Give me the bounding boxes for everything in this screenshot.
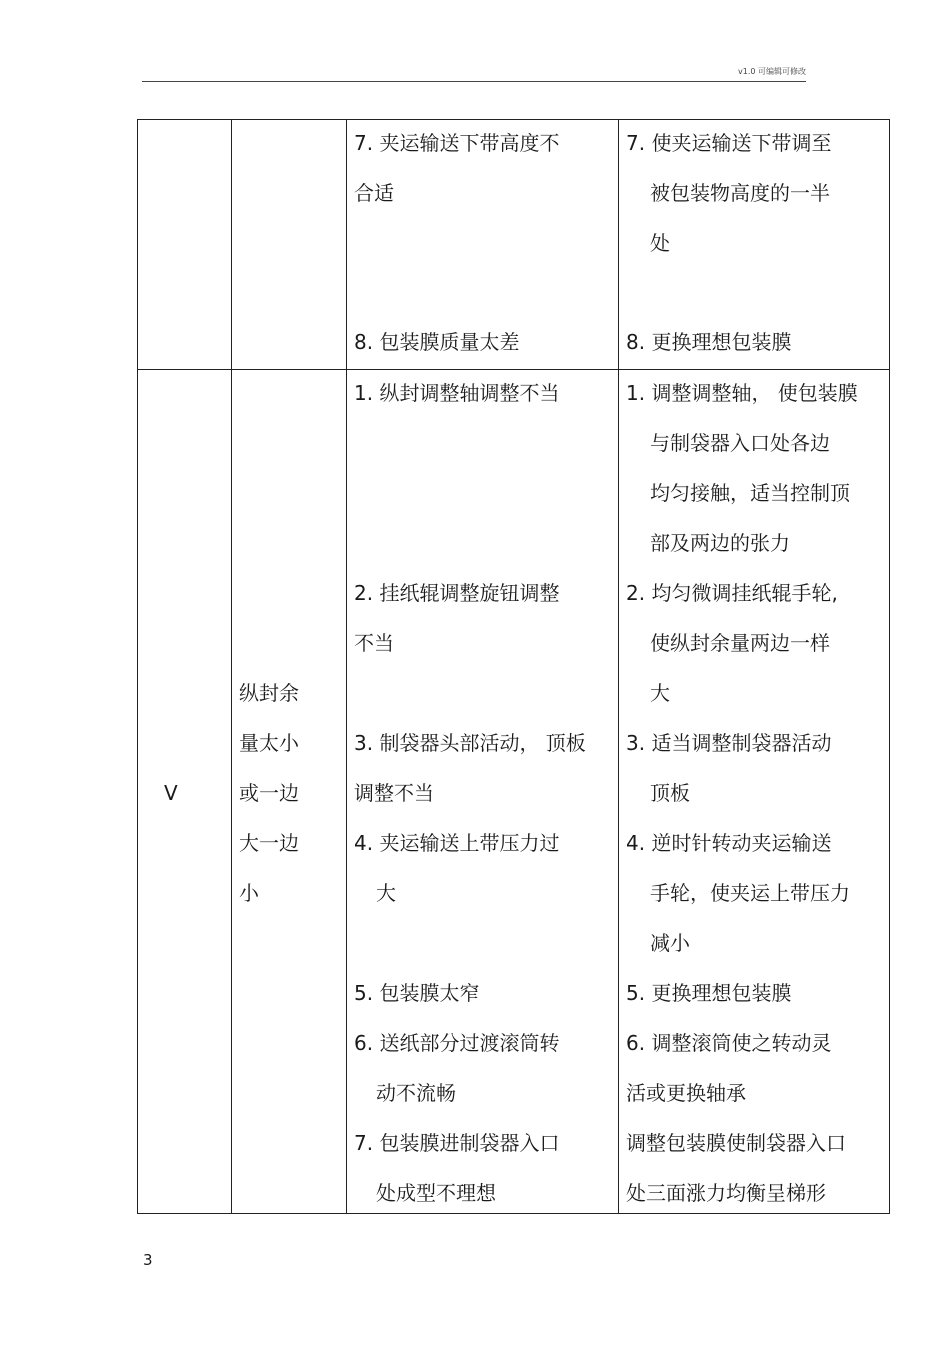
fix-5: 5. 更换理想包装膜 [626,981,792,1005]
version-label: v1.0 可编辑可修改 [738,67,806,76]
fix-6-line: 活或更换轴承 [626,1081,746,1105]
fix-1-line: 均匀接触，适当控制顶 [650,481,850,505]
fault-line: 纵封余 [239,681,299,705]
cause-7-line: 7. 包装膜进制袋器入口 [354,1131,560,1155]
header-rule [142,81,806,82]
fix-4-line: 减小 [650,931,690,955]
cause-7-line1: 7. 夹运输送下带高度不 [354,131,560,155]
cause-5: 5. 包装膜太窄 [354,981,480,1005]
fault-line: 大一边 [239,831,299,855]
fix-1-line: 1. 调整调整轴， 使包装膜 [626,381,858,405]
cause-4-line: 大 [376,881,396,905]
cause-6-line: 6. 送纸部分过渡滚筒转 [354,1031,560,1055]
column-divider [231,369,232,1213]
fix-2-line: 大 [650,681,670,705]
fix-3-line: 3. 适当调整制袋器活动 [626,731,832,755]
cause-7-line: 处成型不理想 [376,1181,496,1205]
fix-4-line: 手轮，使夹运上带压力 [650,881,850,905]
fix-3-line: 顶板 [650,781,690,805]
fix-8: 8. 更换理想包装膜 [626,330,792,354]
fix-6-line: 6. 调整滚筒使之转动灵 [626,1031,832,1055]
cause-2-line: 2. 挂纸辊调整旋钮调整 [354,581,560,605]
cause-1: 1. 纵封调整轴调整不当 [354,381,560,405]
cause-2-line: 不当 [354,631,394,655]
fix-2-line: 使纵封余量两边一样 [650,631,830,655]
fix-4-line: 4. 逆时针转动夹运输送 [626,831,832,855]
cause-3-line: 调整不当 [354,781,434,805]
cause-3-line: 3. 制袋器头部活动， 顶板 [354,731,586,755]
fix-7-line: 调整包装膜使制袋器入口 [626,1131,846,1155]
fix-1-line: 部及两边的张力 [650,531,790,555]
column-divider [618,120,619,369]
fix-1-line: 与制袋器入口处各边 [650,431,830,455]
fix-7-line: 处三面涨力均衡呈梯形 [626,1181,826,1205]
page-number: 3 [143,1251,153,1269]
fix-7-line2: 被包装物高度的一半 [650,181,830,205]
fix-7-line3: 处 [650,231,670,255]
cause-7-line2: 合适 [354,181,394,205]
fix-7-line1: 7. 使夹运输送下带调至 [626,131,832,155]
fault-line: 小 [239,881,259,905]
cause-6-line: 动不流畅 [376,1081,456,1105]
column-divider [231,120,232,369]
row-index: V [164,781,178,805]
cause-8: 8. 包装膜质量太差 [354,330,520,354]
column-divider [346,120,347,369]
cause-4-line: 4. 夹运输送上带压力过 [354,831,560,855]
fix-2-line: 2. 均匀微调挂纸辊手轮, [626,581,838,605]
column-divider [346,369,347,1213]
fault-line: 或一边 [239,781,299,805]
fault-line: 量太小 [239,731,299,755]
column-divider [618,369,619,1213]
